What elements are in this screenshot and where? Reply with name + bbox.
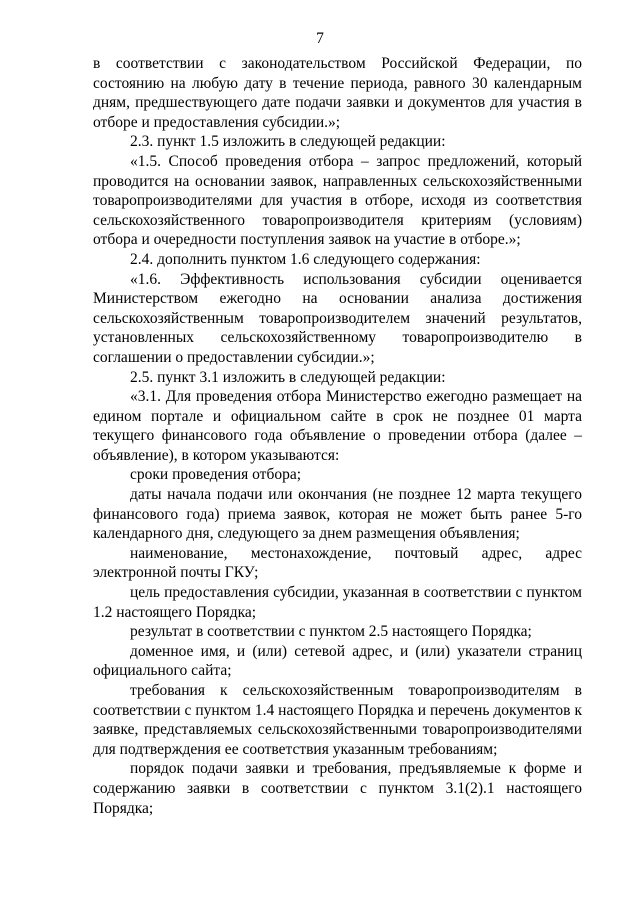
paragraph: требования к сельскохозяйственным товаропроизводителям в соответствии с пунктом 1.4 настоящего Порядка и перечень документов к заявке, представляемых сельскохозяйственными товаропроизводителями для подтверждения ее соответствия указанным требованиям; <box>93 682 582 758</box>
page-number: 7 <box>316 30 324 47</box>
paragraph: в соответствии с законодательством Российской Федерации, по состоянию на любую дату в течение периода, равного 30 календарным дням, предшествующего дате подачи заявки и документов для участия в отборе и предоставления субсидии.»; <box>93 55 582 131</box>
paragraph: сроки проведения отбора; <box>130 466 302 484</box>
paragraph: цель предоставления субсидии, указанная в соответствии с пунктом 1.2 настоящего Порядка; <box>93 584 582 621</box>
paragraph: «1.6. Эффективность использования субсидии оценивается Министерством ежегодно на основании анализа достижения сельскохозяйственным товаропроизводителем значений результатов, установленных сельскохозяйственному товаропроизводителю в соглашении о предоставлении субсидии.»; <box>93 270 582 366</box>
paragraph: 2.5. пункт 3.1 изложить в следующей редакции: <box>130 368 446 386</box>
paragraph: 2.4. дополнить пунктом 1.6 следующего содержания: <box>130 250 481 268</box>
paragraph: порядок подачи заявки и требования, предъявляемые к форме и содержанию заявки в соответствии с пунктом 3.1(2).1 настоящего Порядка; <box>93 760 582 817</box>
paragraph: даты начала подачи или окончания (не позднее 12 марта текущего финансового года) приема заявок, которая не может быть ранее 5-го календарного дня, следующего за днем размещения объявления; <box>93 486 582 543</box>
paragraph: результат в соответствии с пунктом 2.5 настоящего Порядка; <box>130 623 532 641</box>
document-body <box>93 54 582 818</box>
paragraph: «1.5. Способ проведения отбора – запрос предложений, который проводится на основании заявок, направленных сельскохозяйственными товаропроизводителями для участия в отборе, исходя из соответствия сельскохозяйственного товаропроизводителя критериям (условиям) отбора и очередности поступления заявок на участие в отборе.»; <box>93 152 582 249</box>
paragraph: 2.3. пункт 1.5 изложить в следующей редакции: <box>130 133 446 151</box>
paragraph: наименование, местонахождение, почтовый адрес, адрес электронной почты ГКУ; <box>93 544 582 582</box>
paragraph: «3.1. Для проведения отбора Министерство ежегодно размещает на едином портале и официальном сайте в срок не позднее 01 марта текущего финансового года объявление о проведении отбора (далее – объявление), в котором указываются: <box>93 388 582 464</box>
paragraph: доменное имя, и (или) сетевой адрес, и (или) указатели страниц официального сайта; <box>93 642 582 680</box>
